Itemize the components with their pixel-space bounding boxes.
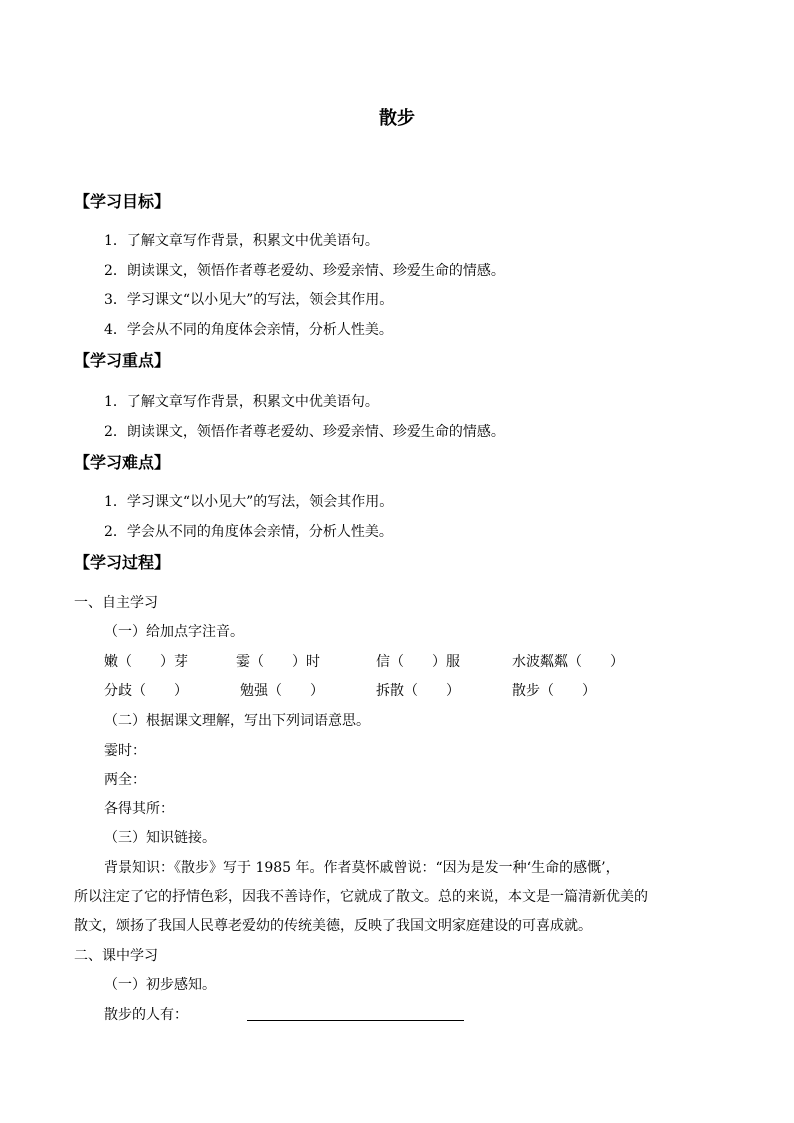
goal-item: 1．了解文章写作背景，积累文中优美语句。 [104,233,379,249]
word-item: 各得其所： [104,801,174,817]
difficulty-item: 2．学会从不同的角度体会亲情，分析人性美。 [104,524,393,540]
part-label-self-study: 一、自主学习 [74,595,158,611]
walkers-prompt: 散步的人有： [104,1007,188,1023]
subsection-word-meaning: （二）根据课文理解，写出下列词语意思。 [104,713,370,729]
pinyin-item: 拆散（ ） [376,683,460,699]
pinyin-item: 散步（ ） [512,683,596,699]
pinyin-item: 信（ ）服 [376,654,460,670]
goal-item: 4．学会从不同的角度体会亲情，分析人性美。 [104,322,393,338]
goal-item: 3．学习课文“以小见大”的写法，领会其作用。 [104,292,394,308]
pinyin-item: 水波粼粼（ ） [512,654,624,670]
pinyin-item: 分歧（ ） [104,683,188,699]
keypoint-item: 2．朗读课文，领悟作者尊老爱幼、珍爱亲情、珍爱生命的情感。 [104,424,505,440]
subsection-knowledge-link: （三）知识链接。 [104,830,216,846]
subsection-pinyin: （一）给加点字注音。 [104,624,244,640]
section-heading-goals: 【学习目标】 [74,192,171,211]
section-heading-keypoints: 【学习重点】 [74,351,171,370]
background-paragraph-line: 背景知识：《散步》写于 1985 年。作者莫怀戚曾说：“因为是发一种‘生命的感慨’， [104,860,620,876]
pinyin-item: 霎（ ）时 [236,654,320,670]
subsection-initial-perception: （一）初步感知。 [104,977,216,993]
answer-blank-line[interactable] [247,1020,464,1021]
word-item: 霎时： [104,743,146,759]
goal-item: 2．朗读课文，领悟作者尊老爱幼、珍爱亲情、珍爱生命的情感。 [104,263,505,279]
word-item: 两全： [104,772,146,788]
difficulty-item: 1．学习课文“以小见大”的写法，领会其作用。 [104,494,394,510]
page-title: 散步 [379,108,415,129]
background-paragraph-line: 散文，颂扬了我国人民尊老爱幼的传统美德，反映了我国文明家庭建设的可喜成就。 [74,918,592,934]
pinyin-item: 嫩（ ）芽 [104,654,188,670]
section-heading-difficulties: 【学习难点】 [74,453,171,472]
keypoint-item: 1．了解文章写作背景，积累文中优美语句。 [104,394,379,410]
background-paragraph-line: 所以注定了它的抒情色彩，因我不善诗作，它就成了散文。总的来说，本文是一篇清新优美的 [74,889,648,905]
section-heading-process: 【学习过程】 [74,553,171,572]
pinyin-item: 勉强（ ） [240,683,324,699]
part-label-in-class: 二、课中学习 [74,948,158,964]
